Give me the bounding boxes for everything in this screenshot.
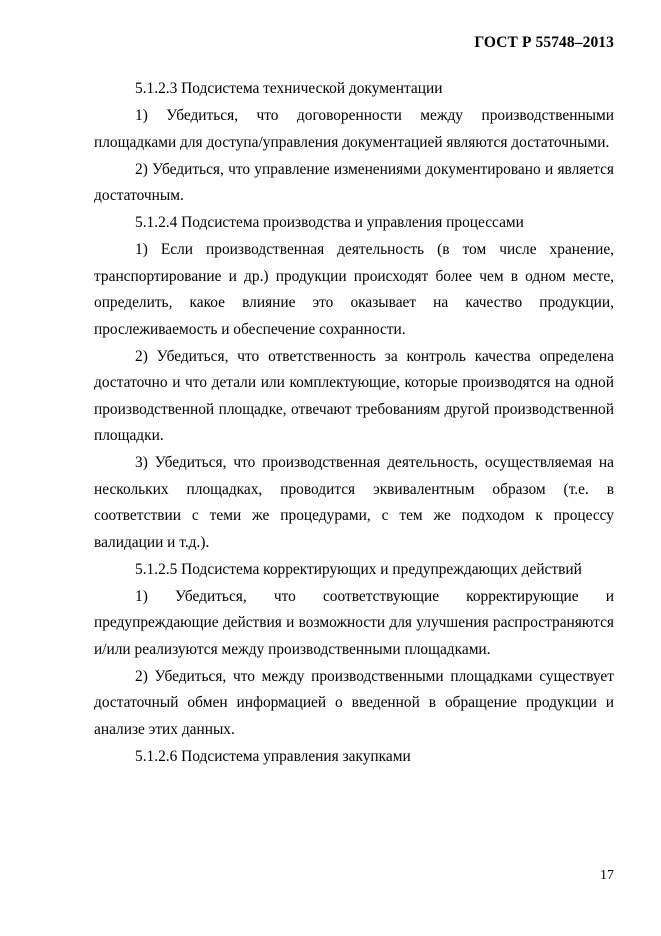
- page-number: 17: [600, 868, 614, 883]
- section-heading-5-1-2-6: 5.1.2.6 Подсистема управления закупками: [135, 747, 411, 765]
- list-item: 1) Убедиться, что соответствующие корректирующие и предупреждающие действия и возможности для улучшения распространяются и/или реализуются между производственными площадками.: [94, 587, 614, 658]
- document-code-header: ГОСТ Р 55748–2013: [474, 34, 614, 51]
- document-body: [94, 76, 614, 770]
- section-heading-5-1-2-3: 5.1.2.3 Подсистема технической документации: [135, 80, 443, 97]
- list-item: 3) Убедиться, что производственная деятельность, осуществляемая на нескольких площадках, проводится эквивалентным образом (т.е. в соответствии с теми же процедурами, с тем же подходом к процессу валидации и т.д.).: [94, 454, 614, 551]
- section-heading-5-1-2-4: 5.1.2.4 Подсистема производства и управления процессами: [135, 214, 524, 231]
- list-item: 1) Убедиться, что договоренности между производственными площадками для доступа/управления документацией являются достаточными.: [94, 107, 614, 151]
- list-item: 2) Убедиться, что ответственность за контроль качества определена достаточно и что детали или комплектующие, которые производятся на одной производственной площадке, отвечают требованиям другой производственной площадки.: [94, 347, 614, 444]
- list-item: 1) Если производственная деятельность (в том числе хранение, транспортирование и др.) продукции происходят более чем в одном месте, определить, какое влияние это оказывает на качество продукции, прослеживаемость и обеспечение сохранности.: [94, 241, 614, 338]
- list-item: 2) Убедиться, что управление изменениями документировано и является достаточным.: [94, 160, 614, 204]
- list-item: 2) Убедиться, что между производственными площадками существует достаточный обмен информацией о введенной в обращение продукции и анализе этих данных.: [94, 667, 614, 738]
- section-heading-5-1-2-5: 5.1.2.5 Подсистема корректирующих и предупреждающих действий: [135, 560, 582, 578]
